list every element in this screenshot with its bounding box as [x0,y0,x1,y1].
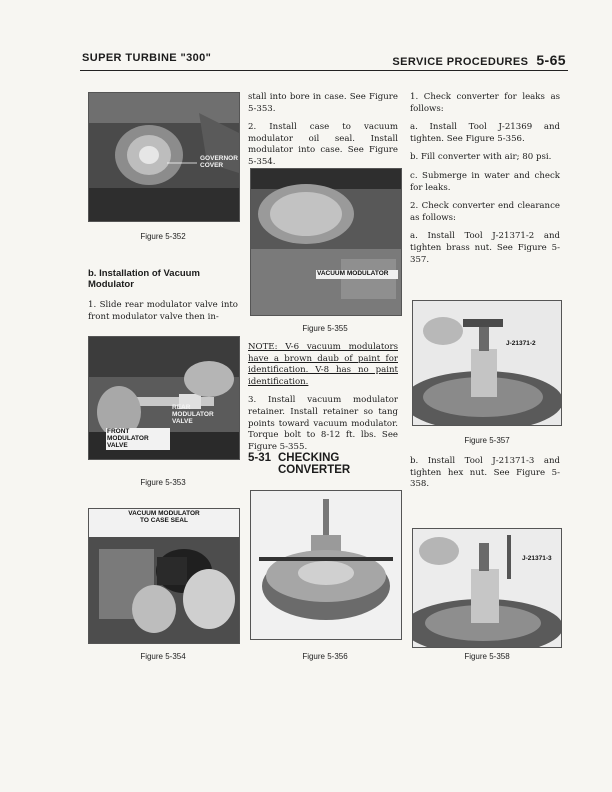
figure-5-357-caption: Figure 5-357 [464,436,510,445]
figure-5-358-caption: Figure 5-358 [464,652,510,661]
figure-5-353-caption: Figure 5-353 [140,478,186,487]
callout-front-modulator-valve: FRONT MODULATOR VALVE [106,428,170,450]
step-1-continued: stall into bore in case. See Figure 5-353. [248,92,398,114]
callout-j21371-2: J-21371-2 [506,340,536,347]
col3-bottom-text [410,456,560,498]
section-title: CHECKING CONVERTER [278,452,351,476]
step-2-text: 2. Install case to vacuum modulator oil seal. Install modulator into case. See Figure 5-354. [248,122,398,167]
page-number: 5-65 [536,52,566,68]
callout-j21371-3: J-21371-3 [522,555,552,562]
submerge-water: c. Submerge in water and check for leaks. [410,170,560,193]
figure-5-354-caption: Figure 5-354 [140,652,186,661]
section-heading [248,452,398,476]
callout-governor-cover: GOVERNOR COVER [200,155,238,169]
install-tool-21369: a. Install Tool J-21369 and tighten. See Figure 5-356. [410,122,560,144]
callout-rear-modulator-valve: REAR MODULATOR VALVE [172,404,214,425]
step-1-text: 1. Slide rear modulator valve into front modulator valve then in- [88,300,238,322]
header-rule [80,70,568,71]
check-leaks-step: 1. Check converter for leaks as follows: [410,92,560,114]
section-number: 5-31 [248,452,272,464]
install-tool-21371-2: a. Install Tool J-21371-2 and tighten brass nut. See Figure 5-357. [410,231,560,265]
figure-5-352-caption: Figure 5-352 [140,232,186,241]
section-label: SERVICE PROCEDURES [392,56,529,68]
figure-5-354-photo [88,508,240,644]
fill-converter-air: b. Fill converter with air; 80 psi. [410,152,552,163]
running-header-title: SUPER TURBINE "300" [82,52,212,64]
step-3-text: 3. Install vacuum modulator retainer. Install retainer so tang points toward vacuum modulator. Torque bolt to 8-12 ft. lbs. See Figure 5-355. [248,395,398,452]
col1-paragraph [88,300,238,330]
note-paint-identification: NOTE: V-6 vacuum modulators have a brown daub of paint for identification. V-8 has no paint identification. [248,342,398,387]
figure-5-356-photo [250,490,402,640]
figure-5-355-photo [250,168,402,316]
callout-vacuum-modulator: VACUUM MODULATOR [316,270,398,279]
figure-5-358-photo [412,528,562,648]
col2-mid-text [248,342,398,460]
subsection-heading: b. Installation of Vacuum Modulator [88,268,200,290]
running-header-section [392,52,566,68]
col2-top-text [248,92,398,176]
end-clearance-step: 2. Check converter end clearance as follows: [410,201,560,223]
col3-top-text [410,92,560,273]
figure-5-357-photo [412,300,562,426]
figure-5-355-caption: Figure 5-355 [302,324,348,333]
callout-vacuum-modulator-seal: VACUUM MODULATOR TO CASE SEAL [128,510,200,524]
install-tool-21371-3: b. Install Tool J-21371-3 and tighten hex nut. See Figure 5-358. [410,456,560,490]
figure-5-356-caption: Figure 5-356 [302,652,348,661]
